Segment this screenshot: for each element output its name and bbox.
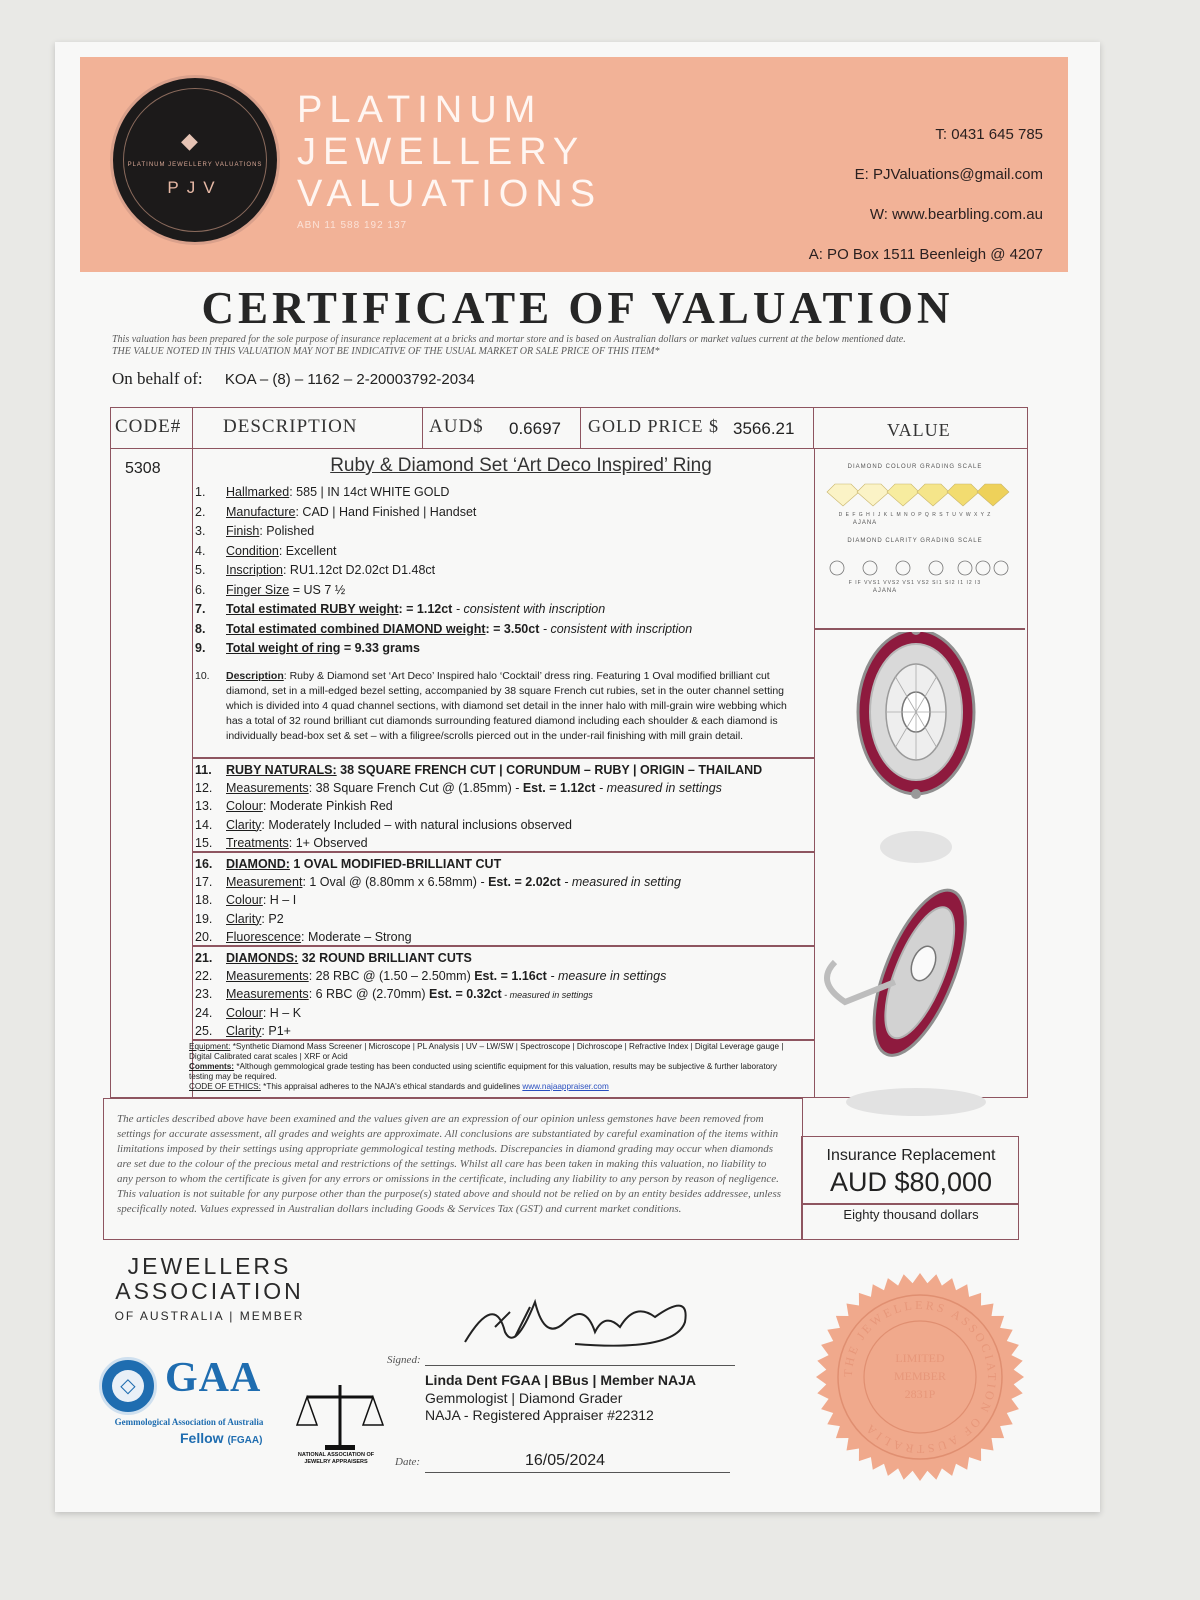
- line-number: 13.: [195, 799, 213, 814]
- description-paragraph: [226, 669, 806, 744]
- brand-name: [297, 89, 602, 215]
- line-value: = 9.33 grams: [340, 641, 420, 655]
- line-label: Colour: [226, 893, 263, 908]
- certificate-paper: [55, 42, 1100, 1512]
- line-label: Hallmarked: [226, 485, 290, 499]
- line-value: : P1+: [261, 1023, 291, 1038]
- top-disclaimer: [112, 334, 1052, 358]
- line-label: Total estimated combined DIAMOND weight: [226, 621, 486, 636]
- line-text: [226, 912, 284, 926]
- line-label: Treatments: [226, 835, 289, 850]
- line-value: : 1 Oval @ (8.80mm x 6.58mm) -: [302, 875, 489, 890]
- aud-label: AUD$: [429, 416, 484, 437]
- line-label: Finish: [226, 524, 260, 538]
- line-value: : 1+ Observed: [288, 835, 368, 850]
- logo-ring: [123, 88, 267, 232]
- line-label: Condition: [226, 543, 279, 558]
- behalf-label: On behalf of:: [112, 369, 203, 388]
- line-text: [226, 818, 572, 832]
- line-text: [226, 951, 472, 965]
- insurance-label: Insurance Replacement: [826, 1147, 996, 1164]
- line-note: - consistent with inscription: [539, 621, 693, 636]
- brand-line-1: PLATINUM: [297, 89, 543, 131]
- line-value: : H – K: [262, 1005, 302, 1020]
- diamond-icon: ◆: [181, 128, 198, 153]
- line-value: 32 ROUND BRILLIANT CUTS: [298, 951, 472, 965]
- line-text: [226, 544, 337, 558]
- line-text: [226, 1024, 291, 1038]
- line-text: [226, 781, 722, 795]
- line-number: 11.: [195, 763, 212, 777]
- line-label: Colour: [226, 1005, 263, 1020]
- line-note: - consistent with inscription: [452, 602, 606, 616]
- line-label: Measurement: [226, 875, 303, 890]
- ring-photo-area: [815, 632, 1017, 1132]
- section-divider: [192, 1039, 814, 1041]
- line-number: 1.: [195, 485, 206, 499]
- line-label: Total estimated RUBY weight: [226, 602, 399, 616]
- value-column-divider: [815, 628, 1025, 630]
- line-value: : 585 | IN 14ct WHITE GOLD: [289, 485, 450, 499]
- insurance-divider: [802, 1203, 1018, 1205]
- grading-scales: [815, 456, 1015, 628]
- equipment-label: Equipment:: [189, 1042, 231, 1051]
- signer-name: Linda Dent FGAA | BBus | Member NAJA: [425, 1372, 697, 1388]
- signer-roles: [425, 1390, 654, 1424]
- line-label: Colour: [226, 799, 263, 814]
- line-text: [226, 987, 593, 1001]
- line-value: : Moderate – Strong: [301, 929, 412, 944]
- signed-label: Signed:: [387, 1354, 421, 1366]
- line-number: 15.: [195, 835, 213, 850]
- certificate-title: CERTIFICATE OF VALUATION: [201, 283, 954, 333]
- insurance-amount-words: Eighty thousand dollars: [843, 1207, 979, 1222]
- ja-line-1: JEWELLERS: [127, 1253, 292, 1279]
- date-line: [425, 1472, 730, 1473]
- ring-photo: [815, 632, 1017, 1132]
- line-number: 12.: [195, 781, 213, 796]
- seal-center-2: MEMBER: [893, 1369, 947, 1383]
- line-text: [226, 930, 412, 944]
- aud-value: 0.6697: [509, 419, 561, 438]
- colour-scale-title: DIAMOND COLOUR GRADING SCALE: [847, 464, 983, 470]
- disclaimer-line-1: This valuation has been prepared for the sole purpose of insurance replacement at a bricks and mortar store and is based on Australian dollars or market values current at the below mentioned date.: [112, 334, 906, 345]
- ja-line-3: OF AUSTRALIA | MEMBER: [114, 1309, 305, 1323]
- line-number: 17.: [195, 875, 213, 890]
- line-number: 9.: [195, 641, 206, 655]
- line-value: : CAD | Hand Finished | Handset: [295, 504, 477, 519]
- logo-small-text: PLATINUM JEWELLERY VALUATIONS: [127, 162, 263, 168]
- on-behalf-of: [112, 369, 475, 389]
- gaa-subtitle: Gemmological Association of Australia: [114, 1417, 264, 1427]
- code-header: CODE#: [115, 416, 182, 437]
- line-number: 24.: [195, 1005, 213, 1020]
- gold-price-value: 3566.21: [733, 419, 795, 438]
- description-header: DESCRIPTION: [223, 416, 358, 437]
- line-label: DIAMONDS:: [226, 951, 299, 965]
- line-estimate: Est. = 2.02ct: [488, 875, 561, 890]
- line-number: 4.: [195, 543, 206, 558]
- description-body: : Ruby & Diamond set ‘Art Deco’ Inspired halo ‘Cocktail’ dress ring. Featuring 1 Oval modified brilliant cut diamond, set in a mill-edged bezel setting, accompanied by 38 square French cut rubies, set in the outer channel setting which is divided into 4 quad channel sections, with diamond set detail in the inner halo with mill-grain wire webbing which has a total of 32 round brilliant cut diamonds surrounding featured diamond including each shoulder & each diamond is individually bead-box set & set – with a filigree/scrolls pierced out in the under-rail finishing with mill grain detail.: [226, 670, 787, 742]
- line-number: 7.: [195, 602, 206, 616]
- line-label: Clarity: [226, 1023, 262, 1038]
- contact-web: W: www.bearbling.com.au: [869, 206, 1043, 223]
- code-column: [111, 449, 193, 1097]
- line-value: : Polished: [259, 524, 315, 538]
- line-estimate: Est. = 0.32ct: [429, 987, 502, 1002]
- gaa-emblem: [99, 1357, 157, 1415]
- line-number: 22.: [195, 969, 213, 984]
- ring-top-view: [858, 632, 974, 799]
- clarity-scale-brand: AJANA: [872, 588, 898, 594]
- behalf-reference: KOA – (8) – 1162 – 2-20003792-2034: [224, 371, 475, 388]
- seal-center-1: LIMITED: [895, 1351, 945, 1365]
- member-seal: [815, 1272, 1025, 1482]
- line-value: : Moderately Included – with natural inclusions observed: [261, 817, 573, 832]
- line-number: 19.: [195, 911, 213, 926]
- ethics-label: CODE OF ETHICS:: [189, 1082, 261, 1091]
- line-number: 18.: [195, 893, 213, 908]
- line-label: Measurements: [226, 987, 309, 1002]
- contact-phone: T: 0431 645 785: [935, 126, 1043, 143]
- line-text: [226, 524, 314, 538]
- line-text: [226, 799, 393, 813]
- line-label: Finger Size: [226, 582, 290, 597]
- line-number: 6.: [195, 582, 206, 597]
- line-label: Measurements: [226, 969, 309, 984]
- line-number: 8.: [195, 621, 206, 636]
- line-text: [226, 641, 420, 655]
- line-value: 38 SQUARE FRENCH CUT | CORUNDUM – RUBY | ORIGIN – THAILAND: [336, 763, 763, 777]
- fellow-label: [180, 1430, 262, 1446]
- ring-side-view: [855, 878, 984, 1067]
- comments-label: Comments:: [189, 1062, 235, 1071]
- gaa-diamond-icon: ◇: [112, 1370, 144, 1402]
- line-text: [226, 763, 762, 777]
- equipment-comments: [189, 1042, 799, 1092]
- insurance-amount: AUD $80,000: [829, 1167, 993, 1197]
- line-value: = US 7 ½: [289, 582, 346, 597]
- clarity-scale-letters: F IF VVS1 VVS2 VS1 VS2 SI1 SI2 I1 I2 I3: [848, 580, 982, 586]
- line-note: - measured in setting: [560, 875, 681, 890]
- contact-block: [809, 115, 1043, 275]
- line-note: - measure in settings: [546, 969, 667, 984]
- line-text: [226, 893, 296, 907]
- line-number: 14.: [195, 817, 213, 832]
- line-estimate: Est. = 1.12ct: [522, 781, 596, 796]
- line-text: [226, 875, 681, 889]
- line-value: 1 OVAL MODIFIED-BRILLIANT CUT: [289, 857, 502, 871]
- line-label: Clarity: [226, 817, 262, 832]
- gaa-logo: [99, 1352, 279, 1427]
- value-header: VALUE: [887, 420, 951, 440]
- ethics-link[interactable]: www.najaappraiser.com: [522, 1082, 609, 1091]
- line-value: : Moderate Pinkish Red: [262, 799, 393, 814]
- line-estimate: Est. = 1.16ct: [474, 969, 547, 984]
- disclaimer-line-2: THE VALUE NOTED IN THIS VALUATION MAY NOT BE INDICATIVE OF THE USUAL MARKET OR SALE PRICE OF THIS ITEM*: [112, 346, 660, 357]
- legal-disclaimer: The articles described above have been examined and the values given are an expression of our opinion unless gemstones have been removed from settings for accurate assessment, all grades and weights are approximate. All conclusions are substantiated by careful examination of the items within limitations imposed by their settings using appropriate gemmological testing methods. Discrepancies in diamond grading may occur when diamonds are set due to the colour of the precious metal and restrictions of the settings. Whilst all care has been taken in making this valuation, no liability to any person to whom the certificate is given for any errors or omissions in the certificate, including any liability to any person by reason of negligence. This valuation is not suitable for any purpose other than the purpose(s) stated above and should not be relied on by an entity besides addressee, unless specifically noted. Values expressed in Australian dollars including Goods & Services Tax (GST) and current market conditions.: [117, 1113, 782, 1215]
- line-note: - measured in settings: [501, 990, 593, 1001]
- line-text: [226, 602, 605, 616]
- fellow-sub: (FGAA): [227, 1435, 263, 1446]
- line-value: : = 3.50ct: [485, 621, 540, 636]
- line-text: [226, 857, 501, 871]
- insurance-box: [801, 1136, 1019, 1240]
- line-label: Total weight of ring: [226, 641, 341, 655]
- signature-line: [425, 1365, 735, 1366]
- line-label: Measurements: [226, 781, 309, 796]
- table-header-row: [110, 407, 1028, 449]
- seal-center-3: 2831P: [904, 1387, 936, 1401]
- colour-scale-letters: D E F G H I J K L M N O P Q R S T U V W X Y Z: [838, 512, 992, 518]
- line-text: [226, 583, 345, 597]
- logo-initials: PJV: [167, 178, 223, 197]
- gaa-letters: GAA: [165, 1355, 262, 1401]
- contact-email: E: PJValuations@gmail.com: [854, 166, 1043, 183]
- item-code: 5308: [125, 460, 161, 477]
- line-value: : RU1.12ct D2.02ct D1.48ct: [282, 563, 436, 577]
- colour-scale-brand: AJANA: [852, 520, 878, 526]
- line-label: Inscription: [226, 563, 283, 577]
- section-divider: [192, 757, 814, 759]
- line-number: 5.: [195, 563, 206, 577]
- line-value: : 38 Square French Cut @ (1.85mm) -: [308, 781, 523, 796]
- line-number: 3.: [195, 524, 206, 538]
- line-number: 16.: [195, 857, 213, 871]
- naja-text: NATIONAL ASSOCIATION OF JEWELRY APPRAISERS: [297, 1452, 375, 1465]
- line-value: : H – I: [262, 893, 297, 908]
- line-number: 20.: [195, 929, 213, 944]
- comments-line: [189, 1062, 799, 1082]
- abn-number: ABN 11 588 192 137: [297, 220, 408, 231]
- line-label: RUBY NATURALS:: [226, 763, 337, 777]
- line-value: : = 1.12ct: [398, 602, 453, 616]
- equipment-text: *Synthetic Diamond Mass Screener | Microscope | PL Analysis | UV – LW/SW | Spectroscope | Dichroscope | Refractive Index | Digital Leverage gauge | Digital Calibrated carat scales | XRF or Acid: [189, 1042, 784, 1061]
- line-label: Clarity: [226, 911, 262, 926]
- section-divider: [192, 945, 814, 947]
- pjv-logo: [110, 75, 280, 245]
- line-label: DIAMOND:: [226, 857, 290, 871]
- line-value: : 6 RBC @ (2.70mm): [308, 987, 430, 1002]
- signature: [455, 1282, 695, 1362]
- signer-role-1: Gemmologist | Diamond Grader: [425, 1390, 623, 1406]
- disclaimer-box: [103, 1098, 803, 1240]
- item-title: Ruby & Diamond Set ‘Art Deco Inspired’ Ring: [330, 455, 712, 476]
- brand-line-3: VALUATIONS: [297, 173, 603, 215]
- line-text: [226, 563, 435, 577]
- contact-address: A: PO Box 1511 Beenleigh @ 4207: [808, 246, 1043, 263]
- line-text: [226, 485, 449, 499]
- line-value: : Excellent: [278, 543, 337, 558]
- date-label: Date:: [395, 1456, 421, 1468]
- line-note: - measured in settings: [595, 781, 722, 796]
- description-n: 10.: [195, 670, 210, 682]
- line-number: 21.: [195, 951, 213, 965]
- gold-price-label: GOLD PRICE $: [588, 416, 720, 436]
- ja-line-2: ASSOCIATION: [115, 1278, 304, 1304]
- clarity-scale-title: DIAMOND CLARITY GRADING SCALE: [847, 538, 983, 544]
- ethics-text: *This appraisal adheres to the NAJA's ethical standards and guidelines: [260, 1082, 523, 1091]
- valuation-date: 16/05/2024: [525, 1452, 606, 1469]
- line-number: 2.: [195, 504, 206, 519]
- section-divider: [192, 851, 814, 853]
- line-number: 23.: [195, 987, 213, 1002]
- seal-ring-text: THE JEWELLERS ASSOCIATION OF AUSTRALIA: [840, 1297, 1000, 1457]
- line-label: Manufacture: [226, 504, 296, 519]
- line-number: 25.: [195, 1023, 213, 1038]
- brand-line-2: JEWELLERY: [297, 131, 586, 173]
- line-text: [226, 1006, 301, 1020]
- ethics-line: [189, 1082, 799, 1092]
- jewellers-association-logo: [107, 1254, 312, 1329]
- fellow-text: Fellow: [180, 1430, 224, 1446]
- line-value: : 28 RBC @ (1.50 – 2.50mm): [308, 969, 475, 984]
- line-label: Fluorescence: [226, 929, 302, 944]
- line-text: [226, 969, 666, 983]
- header-banner: [80, 57, 1068, 272]
- line-text: [226, 505, 476, 519]
- line-value: : P2: [261, 911, 284, 926]
- description-label: Description: [226, 670, 284, 682]
- line-text: [226, 836, 368, 850]
- signer-role-2: NAJA - Registered Appraiser #22312: [425, 1407, 654, 1423]
- equipment-line: [189, 1042, 799, 1062]
- comments-text: *Although gemmological grade testing has been conducted using scientific equipment for this valuation, results may be subjective & further laboratory testing may be required.: [189, 1062, 778, 1081]
- line-text: [226, 622, 692, 636]
